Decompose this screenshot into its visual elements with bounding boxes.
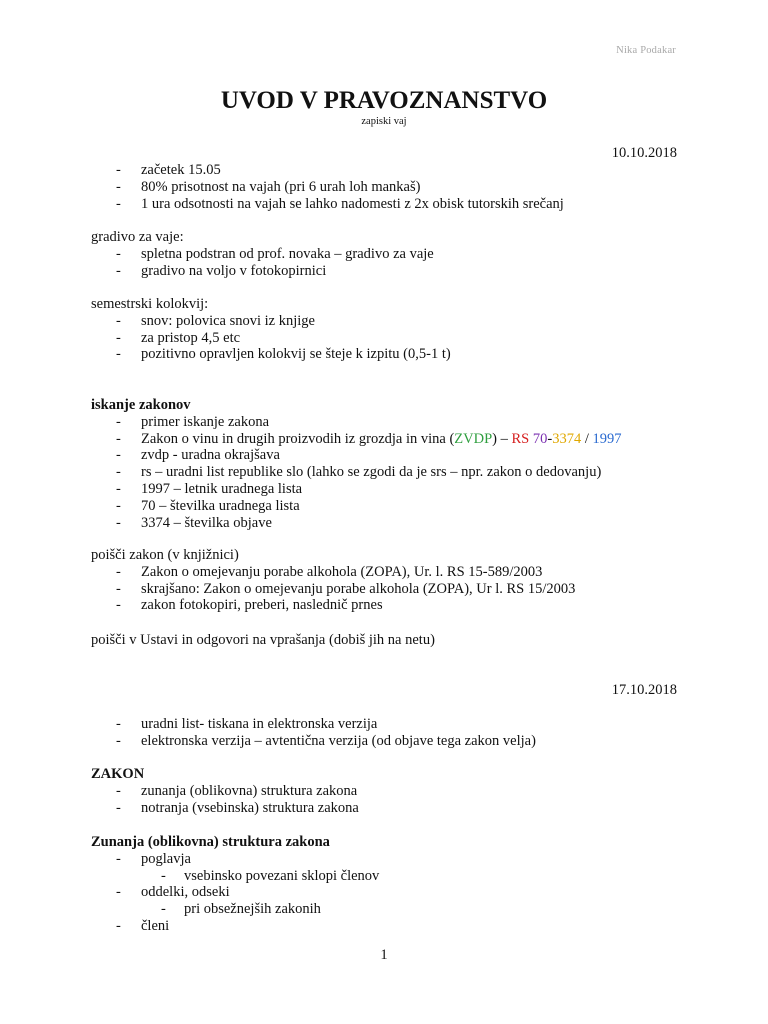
page-number: 1 bbox=[380, 947, 388, 963]
list-item: - 3374 – številka objave bbox=[91, 515, 691, 532]
session-date: 10.10.2018 bbox=[611, 145, 677, 161]
list-item: - 1997 – letnik uradnega lista bbox=[91, 481, 691, 498]
sub-list-item: - vsebinsko povezani sklopi členov bbox=[91, 868, 691, 885]
zakon-section bbox=[91, 766, 691, 816]
section-heading: ZAKON bbox=[91, 766, 145, 782]
list-item: - za pristop 4,5 etc bbox=[91, 330, 691, 347]
intro-list bbox=[91, 162, 691, 212]
list-item: - Zakon o omejevanju porabe alkohola (ZOPA), Ur. l. RS 15-589/2003 bbox=[91, 564, 691, 581]
list-item: - zunanja (oblikovna) struktura zakona bbox=[91, 783, 691, 800]
citation-dash: - bbox=[547, 430, 553, 447]
section-heading: semestrski kolokvij: bbox=[91, 296, 209, 312]
list-item: - elektronska verzija – avtentična verzija (od objave tega zakon velja) bbox=[91, 733, 691, 750]
section-heading: Zunanja (oblikovna) struktura zakona bbox=[91, 834, 330, 850]
document-subtitle: zapiski vaj bbox=[361, 116, 407, 127]
list-item: - notranja (vsebinska) struktura zakona bbox=[91, 800, 691, 817]
list-item: - uradni list- tiskana in elektronska verzija bbox=[91, 716, 691, 733]
citation-rs: RS bbox=[511, 430, 530, 447]
section-heading: poišči zakon (v knjižnici) bbox=[91, 547, 239, 563]
section-heading: gradivo za vaje: bbox=[91, 229, 184, 245]
page-header-author: Nika Podakar bbox=[616, 45, 676, 56]
sub-list-item: - pri obsežnejših zakonih bbox=[91, 901, 691, 918]
ustava-note: poišči v Ustavi in odgovori na vprašanja (dobiš jih na netu) bbox=[91, 632, 435, 648]
poisci-section bbox=[91, 547, 691, 614]
section-heading: iskanje zakonov bbox=[91, 397, 191, 413]
list-item: - 1 ura odsotnosti na vajah se lahko nadomesti z 2x obisk tutorskih srečanj bbox=[91, 196, 691, 213]
citation-abbr: ZVDP bbox=[454, 430, 493, 447]
session-date: 17.10.2018 bbox=[611, 682, 677, 698]
uradni-list-section bbox=[91, 716, 691, 750]
list-item: - zakon fotokopiri, preberi, naslednič prnes bbox=[91, 597, 691, 614]
list-item: - snov: polovica snovi iz knjige bbox=[91, 313, 691, 330]
list-item: - 80% prisotnost na vajah (pri 6 urah loh mankaš) bbox=[91, 179, 691, 196]
list-item: - spletna podstran od prof. novaka – gradivo za vaje bbox=[91, 246, 691, 263]
citation-number: 70 bbox=[532, 430, 548, 447]
colored-citation-item bbox=[91, 431, 691, 448]
document-title: UVOD V PRAVOZNANSTVO bbox=[220, 87, 548, 114]
zunanja-section bbox=[91, 834, 691, 935]
citation-publication: 3374 bbox=[552, 430, 582, 447]
list-item: - skrajšano: Zakon o omejevanju porabe alkohola (ZOPA), Ur l. RS 15/2003 bbox=[91, 581, 691, 598]
kolokvij-section bbox=[91, 296, 691, 363]
citation-year: 1997 bbox=[592, 430, 622, 447]
gradivo-section bbox=[91, 229, 691, 279]
citation-slash: / bbox=[581, 430, 593, 447]
list-item: - rs – uradni list republike slo (lahko se zgodi da je srs – npr. zakon o dedovanju) bbox=[91, 464, 691, 481]
list-item: - začetek 15.05 bbox=[91, 162, 691, 179]
citation-text: Zakon o vinu in drugih proizvodih iz grozdja in vina ( bbox=[141, 430, 455, 447]
list-item: - primer iskanje zakona bbox=[91, 414, 691, 431]
citation-sep: ) – bbox=[492, 430, 512, 447]
list-item: - pozitivno opravljen kolokvij se šteje k izpitu (0,5-1 t) bbox=[91, 346, 691, 363]
list-item: - zvdp - uradna okrajšava bbox=[91, 447, 691, 464]
list-item: - členi bbox=[91, 918, 691, 935]
list-item: - gradivo na voljo v fotokopirnici bbox=[91, 263, 691, 280]
list-item: - oddelki, odseki bbox=[91, 884, 691, 901]
list-item: - poglavja bbox=[91, 851, 691, 868]
iskanje-section bbox=[91, 397, 691, 531]
list-item: - 70 – številka uradnega lista bbox=[91, 498, 691, 515]
